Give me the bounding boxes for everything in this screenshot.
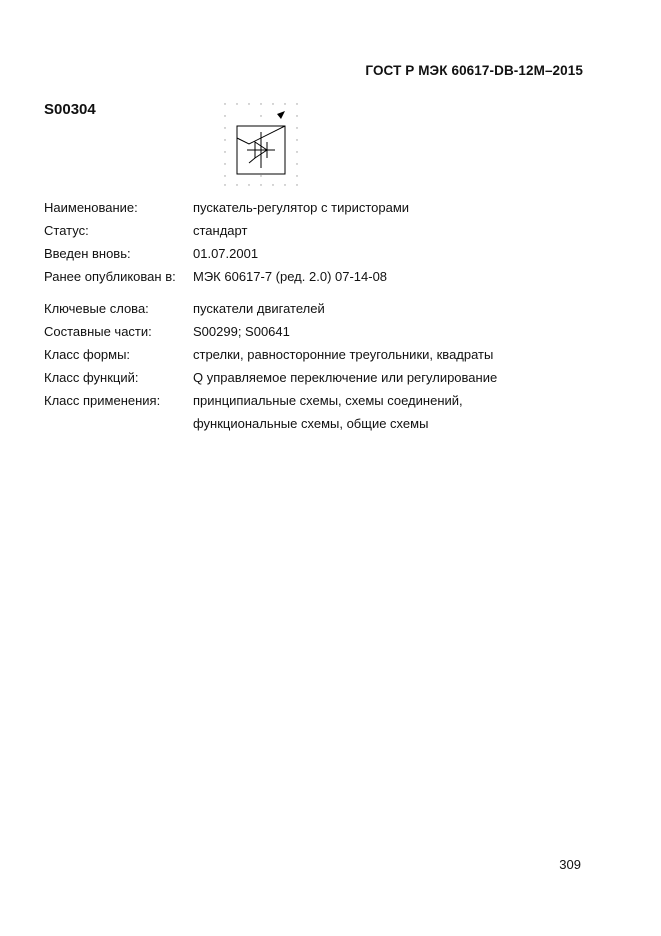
attribute-row-application-class-continued [44, 412, 604, 435]
attribute-table [44, 196, 604, 435]
attribute-value: пускатель-регулятор с тиристорами [193, 200, 410, 215]
attribute-group-classification [44, 297, 604, 435]
attribute-value: Q управляемое переключение или регулирование [193, 370, 498, 385]
attribute-label: Ранее опубликован в: [44, 269, 176, 284]
attribute-value: стрелки, равносторонние треугольники, квадраты [193, 347, 494, 362]
attribute-value: пускатели двигателей [193, 301, 325, 316]
attribute-label: Составные части: [44, 324, 152, 339]
symbol-code: S00304 [44, 101, 96, 118]
attribute-value: принципиальные схемы, схемы соединений, [193, 393, 463, 408]
attribute-row-previously-published [44, 265, 604, 288]
attribute-row-introduced [44, 242, 604, 265]
attribute-row-components [44, 320, 604, 343]
thyristor-motor-starter-regulator-symbol-icon [222, 101, 302, 188]
attribute-value: 01.07.2001 [193, 246, 259, 261]
attribute-value: МЭК 60617-7 (ред. 2.0) 07-14-08 [193, 269, 388, 284]
attribute-label: Ключевые слова: [44, 301, 149, 316]
attribute-label: Класс применения: [44, 393, 161, 408]
attribute-row-function-class [44, 366, 604, 389]
attribute-label: Введен вновь: [44, 246, 131, 261]
page-number: 309 [559, 857, 581, 872]
attribute-label: Класс формы: [44, 347, 131, 362]
attribute-value: стандарт [193, 223, 248, 238]
attribute-row-status [44, 219, 604, 242]
attribute-value: S00299; S00641 [193, 324, 290, 339]
attribute-label-empty [44, 412, 193, 435]
attribute-row-form-class [44, 343, 604, 366]
attribute-label: Класс функций: [44, 370, 139, 385]
attribute-row-application-class [44, 389, 604, 412]
attribute-row-keywords [44, 297, 604, 320]
attribute-row-name [44, 196, 604, 219]
document-header: ГОСТ Р МЭК 60617-DB-12M–2015 [365, 63, 583, 78]
attribute-label: Наименование: [44, 200, 138, 215]
attribute-value: функциональные схемы, общие схемы [193, 416, 429, 431]
attribute-label: Статус: [44, 223, 89, 238]
